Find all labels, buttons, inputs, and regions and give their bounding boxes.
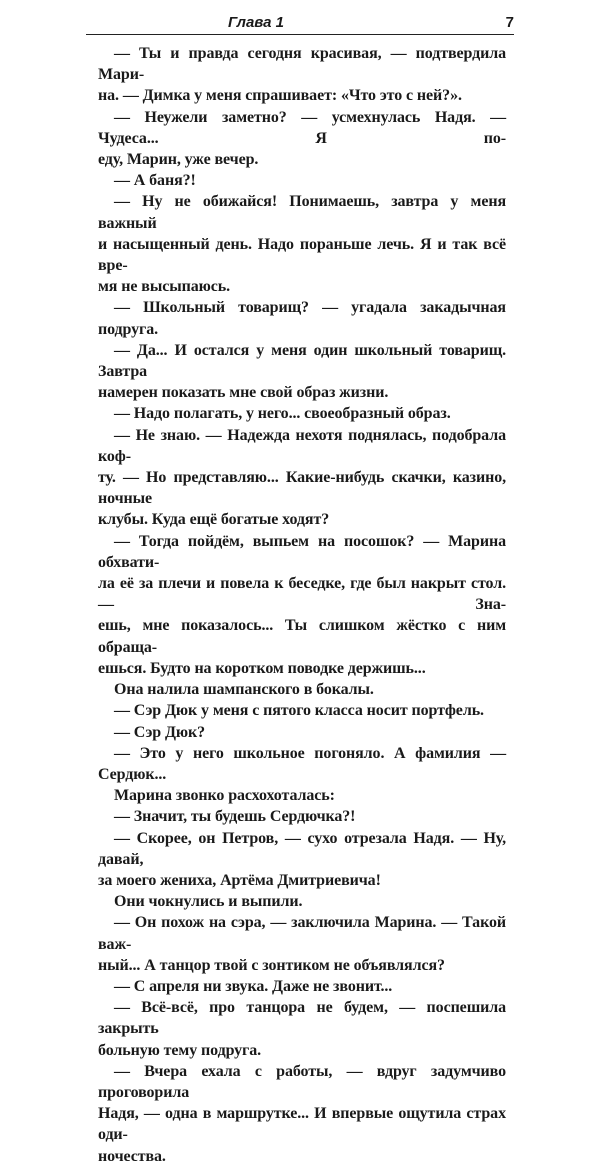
text-line: — Ну не обижайся! Понимаешь, завтра у меня важный [98, 193, 506, 232]
text-line: за моего жениха, Артёма Дмитриевича! [98, 871, 381, 889]
text-line: — Он похож на сэра, — заключила Марина. — Такой важ- [98, 914, 506, 953]
text-line: — Школьный товарищ? — угадала закадычная подруга. [98, 299, 506, 338]
text-line: больную тему подруга. [98, 1041, 262, 1059]
text-line: намерен показать мне свой образ жизни. [98, 384, 389, 402]
text-line: — Не знаю. — Надежда нехотя поднялась, подобрала коф- [98, 426, 506, 465]
text-line: — Скорее, он Петров, — сухо отрезала Надя. — Ну, давай, [98, 829, 506, 868]
text-line: — Всё-всё, про танцора не будем, — поспешила закрыть [98, 999, 506, 1038]
text-line: — Ты и правда сегодня красивая, — подтвердила Мари- [98, 45, 506, 84]
text-line: — Неужели заметно? — усмехнулась Надя. — Чудеса... Я по- [98, 108, 506, 147]
chapter-title: Глава 1 [228, 14, 285, 31]
text-line: — Это у него школьное погоняло. А фамилия — Сердюк... [98, 744, 506, 783]
text-line: — Сэр Дюк? [114, 723, 206, 741]
page-number: 7 [505, 14, 514, 31]
text-line: Они чокнулись и выпили. [114, 893, 303, 911]
text-line: и насыщенный день. Надо пораньше лечь. Я и так всё вре- [98, 235, 506, 275]
text-line: еду, Марин, уже вечер. [98, 151, 259, 169]
text-line: Она налила шампанского в бокалы. [114, 681, 374, 699]
text-line: ла её за плечи и повела к беседке, где был накрыт стол. — Зна- [98, 575, 506, 614]
running-header [86, 12, 514, 35]
text-line: Надя, — одна в маршрутке... И впервые ощутила страх оди- [98, 1105, 506, 1144]
text-line: ту. — Но представляю... Какие-нибудь скачки, казино, ночные [98, 469, 506, 508]
text-line: Марина звонко расхохоталась: [114, 787, 335, 805]
text-line: — С апреля ни звука. Даже не звонит... [114, 977, 393, 995]
text-line: ный... А танцор твой с зонтиком не объявлялся? [98, 956, 445, 974]
text-line: — А баня?! [114, 172, 196, 190]
text-line: — Значит, ты будешь Сердючка?! [114, 808, 356, 826]
text-line: ночества. [98, 1147, 166, 1165]
text-line: — Да... И остался у меня один школьный товарищ. Завтра [98, 341, 506, 381]
text-line: — Тогда пойдём, выпьем на посошок? — Марина обхвати- [98, 532, 506, 571]
text-line: — Вчера ехала с работы, — вдруг задумчиво проговорила [98, 1062, 506, 1101]
text-line: мя не высыпаюсь. [98, 278, 231, 296]
text-line: ешься. Будто на коротком поводке держишь... [98, 659, 426, 677]
text-line: — Надо полагать, у него... своеобразный образ. [114, 405, 451, 423]
text-body [98, 43, 506, 1167]
text-line: — Сэр Дюк у меня с пятого класса носит портфель. [114, 702, 484, 720]
text-line: клубы. Куда ещё богатые ходят? [98, 511, 330, 529]
text-line: ешь, мне показалось... Ты слишком жёстко с ним обраща- [98, 617, 506, 656]
text-line: на. — Димка у меня спрашивает: «Что это с ней?». [98, 87, 462, 105]
